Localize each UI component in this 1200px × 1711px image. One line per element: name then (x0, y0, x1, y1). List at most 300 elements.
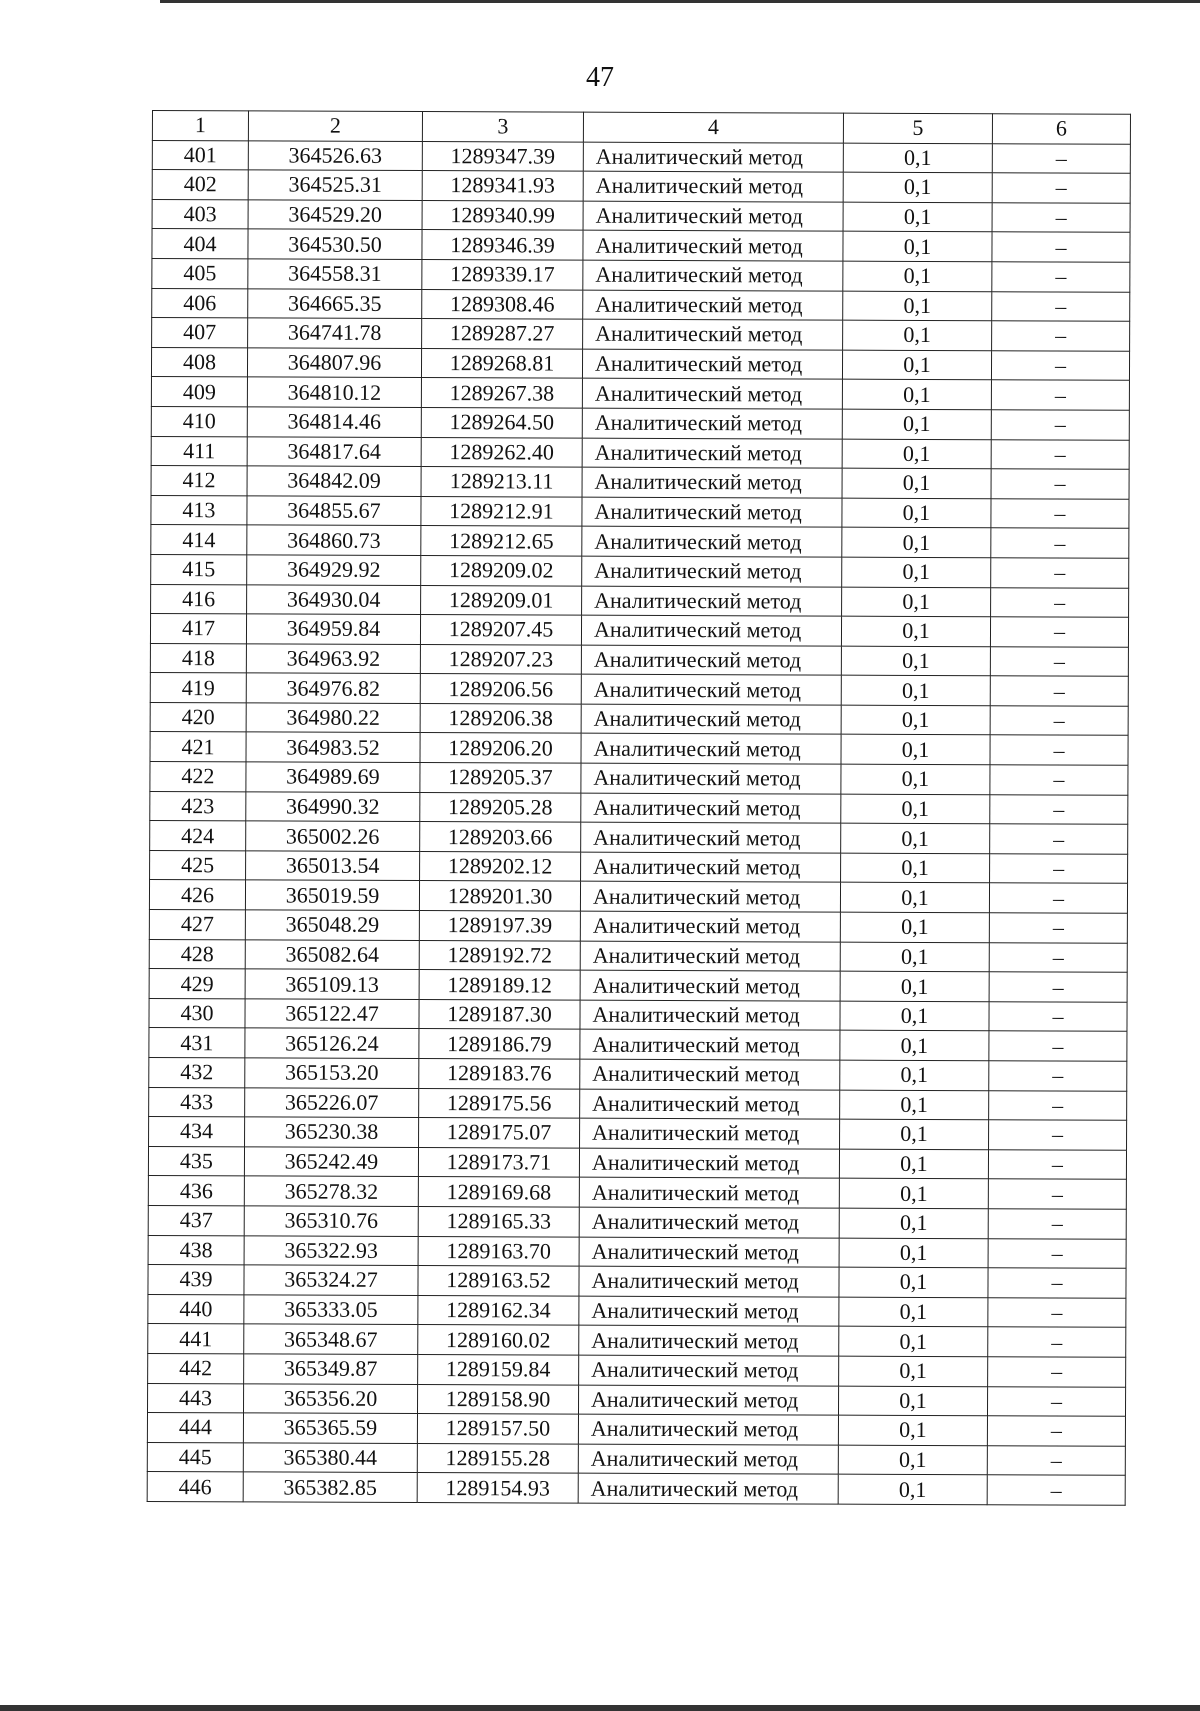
y-coordinate-cell: 1289262.40 (421, 437, 582, 467)
table-row (149, 1117, 1127, 1150)
table-row (152, 318, 1130, 351)
x-coordinate-cell: 365380.44 (243, 1443, 417, 1473)
note-cell: – (990, 735, 1128, 765)
note-cell: – (990, 706, 1128, 736)
x-coordinate-cell: 364530.50 (248, 229, 422, 259)
point-number-cell: 424 (150, 821, 246, 851)
table-row (147, 1442, 1125, 1475)
table-row (149, 1057, 1127, 1090)
note-cell: – (989, 1031, 1127, 1061)
table-row (151, 466, 1129, 499)
note-cell: – (987, 1386, 1125, 1416)
point-number-cell: 408 (151, 347, 247, 377)
table-row (152, 199, 1130, 232)
y-coordinate-cell: 1289203.66 (420, 822, 581, 852)
method-cell: Аналитический метод (582, 497, 842, 528)
y-coordinate-cell: 1289192.72 (419, 940, 580, 970)
table-body (147, 111, 1130, 1506)
table-row (149, 998, 1127, 1031)
point-number-cell: 435 (148, 1146, 244, 1176)
note-cell: – (991, 439, 1129, 469)
point-number-cell: 411 (151, 436, 247, 466)
accuracy-cell: 0,1 (840, 912, 989, 942)
point-number-cell: 431 (149, 1028, 245, 1058)
table-row (149, 910, 1127, 943)
x-coordinate-cell: 365365.59 (243, 1413, 417, 1443)
x-coordinate-cell: 365310.76 (244, 1206, 418, 1236)
point-number-cell: 438 (148, 1235, 244, 1265)
table-row (150, 673, 1128, 706)
x-coordinate-cell: 364526.63 (248, 140, 422, 170)
note-cell: – (991, 498, 1129, 528)
y-coordinate-cell: 1289165.33 (418, 1206, 579, 1236)
method-cell: Аналитический метод (579, 1355, 839, 1386)
note-cell: – (987, 1445, 1125, 1475)
x-coordinate-cell: 365333.05 (244, 1295, 418, 1325)
note-cell: – (992, 291, 1130, 321)
y-coordinate-cell: 1289189.12 (419, 970, 580, 1000)
y-coordinate-cell: 1289267.38 (421, 378, 582, 408)
point-number-cell: 421 (150, 732, 246, 762)
accuracy-cell: 0,1 (842, 439, 991, 469)
point-number-cell: 434 (149, 1117, 245, 1147)
x-coordinate-cell: 364860.73 (247, 525, 421, 555)
x-coordinate-cell: 364558.31 (248, 259, 422, 289)
table-row (148, 1294, 1126, 1327)
y-coordinate-cell: 1289209.02 (421, 555, 582, 585)
point-number-cell: 406 (152, 288, 248, 318)
table-row (147, 1383, 1125, 1416)
table-row (150, 643, 1128, 676)
point-number-cell: 445 (147, 1442, 243, 1472)
x-coordinate-cell: 364930.04 (247, 584, 421, 614)
accuracy-cell: 0,1 (841, 705, 990, 735)
table-row (150, 821, 1128, 854)
note-cell: – (991, 410, 1129, 440)
y-coordinate-cell: 1289157.50 (417, 1414, 578, 1444)
x-coordinate-cell: 365230.38 (245, 1117, 419, 1147)
point-number-cell: 403 (152, 199, 248, 229)
table-row (152, 229, 1130, 262)
table-row (151, 495, 1129, 528)
method-cell: Аналитический метод (581, 645, 841, 676)
note-cell: – (989, 913, 1127, 943)
accuracy-cell: 0,1 (841, 794, 990, 824)
method-cell: Аналитический метод (583, 231, 843, 262)
accuracy-cell: 0,1 (839, 1238, 988, 1268)
accuracy-cell: 0,1 (842, 350, 991, 380)
accuracy-cell: 0,1 (838, 1415, 987, 1445)
table-row (148, 1146, 1126, 1179)
point-number-cell: 409 (151, 377, 247, 407)
table-row (150, 850, 1128, 883)
y-coordinate-cell: 1289212.65 (421, 526, 582, 556)
x-coordinate-cell: 365019.59 (245, 880, 419, 910)
method-cell: Аналитический метод (582, 408, 842, 439)
x-coordinate-cell: 364842.09 (247, 466, 421, 496)
y-coordinate-cell: 1289212.91 (421, 496, 582, 526)
accuracy-cell: 0,1 (841, 646, 990, 676)
column-header: 4 (583, 112, 843, 143)
y-coordinate-cell: 1289206.56 (420, 674, 581, 704)
point-number-cell: 413 (151, 495, 247, 525)
note-cell: – (991, 528, 1129, 558)
x-coordinate-cell: 365048.29 (245, 910, 419, 940)
method-cell: Аналитический метод (581, 763, 841, 794)
method-cell: Аналитический метод (580, 941, 840, 972)
table-row (152, 288, 1130, 321)
y-coordinate-cell: 1289340.99 (422, 200, 583, 230)
coordinates-table (147, 110, 1131, 1506)
point-number-cell: 419 (150, 673, 246, 703)
note-cell: – (992, 143, 1130, 173)
accuracy-cell: 0,1 (841, 675, 990, 705)
accuracy-cell: 0,1 (843, 143, 992, 173)
accuracy-cell: 0,1 (839, 1179, 988, 1209)
y-coordinate-cell: 1289158.90 (417, 1384, 578, 1414)
note-cell: – (992, 321, 1130, 351)
y-coordinate-cell: 1289183.76 (419, 1059, 580, 1089)
point-number-cell: 441 (148, 1324, 244, 1354)
y-coordinate-cell: 1289206.38 (420, 703, 581, 733)
x-coordinate-cell: 365348.67 (244, 1324, 418, 1354)
accuracy-cell: 0,1 (840, 1119, 989, 1149)
column-header: 6 (992, 114, 1130, 144)
note-cell: – (990, 676, 1128, 706)
x-coordinate-cell: 364855.67 (247, 496, 421, 526)
x-coordinate-cell: 364525.31 (248, 170, 422, 200)
accuracy-cell: 0,1 (843, 261, 992, 291)
x-coordinate-cell: 364529.20 (248, 200, 422, 230)
point-number-cell: 446 (147, 1472, 243, 1502)
accuracy-cell: 0,1 (843, 320, 992, 350)
point-number-cell: 433 (149, 1087, 245, 1117)
table-row (150, 614, 1128, 647)
point-number-cell: 401 (152, 140, 248, 170)
point-number-cell: 423 (150, 791, 246, 821)
accuracy-cell: 0,1 (839, 1149, 988, 1179)
point-number-cell: 407 (152, 318, 248, 348)
point-number-cell: 436 (148, 1176, 244, 1206)
accuracy-cell: 0,1 (839, 1297, 988, 1327)
accuracy-cell: 0,1 (840, 942, 989, 972)
method-cell: Аналитический метод (581, 704, 841, 735)
method-cell: Аналитический метод (579, 1325, 839, 1356)
note-cell: – (989, 1002, 1127, 1032)
column-header: 3 (422, 112, 583, 142)
table-row (148, 1205, 1126, 1238)
table-row (152, 170, 1130, 203)
y-coordinate-cell: 1289341.93 (422, 171, 583, 201)
table-row (150, 762, 1128, 795)
table-row (151, 347, 1129, 380)
table-row (152, 258, 1130, 291)
note-cell: – (992, 262, 1130, 292)
point-number-cell: 444 (147, 1413, 243, 1443)
table-row (147, 1413, 1125, 1446)
point-number-cell: 432 (149, 1057, 245, 1087)
accuracy-cell: 0,1 (842, 379, 991, 409)
accuracy-cell: 0,1 (838, 1474, 987, 1504)
note-cell: – (987, 1475, 1125, 1505)
point-number-cell: 427 (149, 910, 245, 940)
method-cell: Аналитический метод (578, 1385, 838, 1416)
method-cell: Аналитический метод (583, 290, 843, 321)
point-number-cell: 417 (150, 614, 246, 644)
method-cell: Аналитический метод (583, 142, 843, 173)
method-cell: Аналитический метод (579, 1148, 839, 1179)
method-cell: Аналитический метод (582, 586, 842, 617)
column-header: 1 (152, 111, 248, 141)
x-coordinate-cell: 364741.78 (248, 318, 422, 348)
method-cell: Аналитический метод (582, 438, 842, 469)
x-coordinate-cell: 364959.84 (246, 614, 420, 644)
table-row (149, 1087, 1127, 1120)
point-number-cell: 429 (149, 969, 245, 999)
method-cell: Аналитический метод (582, 349, 842, 380)
accuracy-cell: 0,1 (842, 557, 991, 587)
page-number: 47 (586, 62, 614, 93)
y-coordinate-cell: 1289175.07 (419, 1118, 580, 1148)
accuracy-cell: 0,1 (839, 1326, 988, 1356)
x-coordinate-cell: 364929.92 (247, 555, 421, 585)
method-cell: Аналитический метод (582, 467, 842, 498)
y-coordinate-cell: 1289162.34 (418, 1295, 579, 1325)
accuracy-cell: 0,1 (840, 883, 989, 913)
point-number-cell: 416 (151, 584, 247, 614)
note-cell: – (991, 558, 1129, 588)
point-number-cell: 412 (151, 466, 247, 496)
y-coordinate-cell: 1289205.28 (420, 792, 581, 822)
y-coordinate-cell: 1289339.17 (422, 260, 583, 290)
point-number-cell: 428 (149, 939, 245, 969)
method-cell: Аналитический метод (583, 171, 843, 202)
note-cell: – (988, 1150, 1126, 1180)
point-number-cell: 414 (151, 525, 247, 555)
accuracy-cell: 0,1 (842, 409, 991, 439)
accuracy-cell: 0,1 (839, 1208, 988, 1238)
y-coordinate-cell: 1289213.11 (421, 467, 582, 497)
method-cell: Аналитический метод (578, 1473, 838, 1504)
point-number-cell: 405 (152, 258, 248, 288)
table-row (151, 377, 1129, 410)
method-cell: Аналитический метод (582, 378, 842, 409)
point-number-cell: 437 (148, 1205, 244, 1235)
scan-top-border (160, 0, 1200, 3)
x-coordinate-cell: 365122.47 (245, 999, 419, 1029)
point-number-cell: 415 (151, 554, 247, 584)
note-cell: – (989, 883, 1127, 913)
note-cell: – (988, 1327, 1126, 1357)
point-number-cell: 420 (150, 702, 246, 732)
method-cell: Аналитический метод (580, 1030, 840, 1061)
y-coordinate-cell: 1289287.27 (422, 319, 583, 349)
method-cell: Аналитический метод (580, 882, 840, 913)
table-row (151, 525, 1129, 558)
method-cell: Аналитический метод (581, 793, 841, 824)
note-cell: – (989, 942, 1127, 972)
x-coordinate-cell: 364989.69 (246, 762, 420, 792)
x-coordinate-cell: 365002.26 (246, 821, 420, 851)
y-coordinate-cell: 1289206.20 (420, 733, 581, 763)
x-coordinate-cell: 365242.49 (244, 1147, 418, 1177)
method-cell: Аналитический метод (580, 970, 840, 1001)
accuracy-cell: 0,1 (841, 616, 990, 646)
method-cell: Аналитический метод (579, 1266, 839, 1297)
point-number-cell: 439 (148, 1265, 244, 1295)
accuracy-cell: 0,1 (840, 971, 989, 1001)
method-cell: Аналитический метод (582, 556, 842, 587)
y-coordinate-cell: 1289207.45 (420, 615, 581, 645)
method-cell: Аналитический метод (579, 1178, 839, 1209)
column-header: 5 (843, 113, 992, 143)
point-number-cell: 442 (148, 1353, 244, 1383)
accuracy-cell: 0,1 (842, 527, 991, 557)
accuracy-cell: 0,1 (842, 587, 991, 617)
table-row (151, 554, 1129, 587)
method-cell: Аналитический метод (581, 674, 841, 705)
x-coordinate-cell: 364665.35 (248, 288, 422, 318)
scan-bottom-border (0, 1705, 1200, 1711)
y-coordinate-cell: 1289169.68 (418, 1177, 579, 1207)
note-cell: – (992, 203, 1130, 233)
note-cell: – (988, 1238, 1126, 1268)
y-coordinate-cell: 1289154.93 (417, 1473, 578, 1503)
note-cell: – (991, 587, 1129, 617)
y-coordinate-cell: 1289175.56 (419, 1088, 580, 1118)
table-row (151, 406, 1129, 439)
x-coordinate-cell: 364963.92 (246, 644, 420, 674)
table-header-row (152, 111, 1130, 144)
table-row (148, 1176, 1126, 1209)
y-coordinate-cell: 1289163.52 (418, 1266, 579, 1296)
table-row (151, 584, 1129, 617)
table-row (149, 939, 1127, 972)
note-cell: – (990, 854, 1128, 884)
note-cell: – (988, 1357, 1126, 1387)
point-number-cell: 430 (149, 998, 245, 1028)
x-coordinate-cell: 364983.52 (246, 732, 420, 762)
accuracy-cell: 0,1 (838, 1445, 987, 1475)
point-number-cell: 440 (148, 1294, 244, 1324)
y-coordinate-cell: 1289155.28 (417, 1443, 578, 1473)
note-cell: – (990, 646, 1128, 676)
accuracy-cell: 0,1 (838, 1386, 987, 1416)
accuracy-cell: 0,1 (843, 172, 992, 202)
column-header: 2 (248, 111, 422, 141)
note-cell: – (991, 469, 1129, 499)
x-coordinate-cell: 365109.13 (245, 969, 419, 999)
accuracy-cell: 0,1 (839, 1267, 988, 1297)
y-coordinate-cell: 1289268.81 (421, 348, 582, 378)
accuracy-cell: 0,1 (841, 735, 990, 765)
method-cell: Аналитический метод (580, 1118, 840, 1149)
accuracy-cell: 0,1 (840, 1001, 989, 1031)
x-coordinate-cell: 364810.12 (247, 377, 421, 407)
note-cell: – (988, 1268, 1126, 1298)
point-number-cell: 402 (152, 170, 248, 200)
x-coordinate-cell: 364990.32 (246, 792, 420, 822)
method-cell: Аналитический метод (581, 734, 841, 765)
table-row (148, 1353, 1126, 1386)
table-row (151, 436, 1129, 469)
table-row (150, 702, 1128, 735)
y-coordinate-cell: 1289201.30 (419, 881, 580, 911)
method-cell: Аналитический метод (580, 911, 840, 942)
method-cell: Аналитический метод (583, 260, 843, 291)
note-cell: – (990, 794, 1128, 824)
x-coordinate-cell: 365278.32 (244, 1176, 418, 1206)
table-row (150, 732, 1128, 765)
accuracy-cell: 0,1 (841, 823, 990, 853)
note-cell: – (991, 380, 1129, 410)
x-coordinate-cell: 365322.93 (244, 1235, 418, 1265)
method-cell: Аналитический метод (583, 201, 843, 232)
accuracy-cell: 0,1 (842, 498, 991, 528)
x-coordinate-cell: 365349.87 (244, 1354, 418, 1384)
method-cell: Аналитический метод (581, 852, 841, 883)
y-coordinate-cell: 1289159.84 (418, 1354, 579, 1384)
accuracy-cell: 0,1 (841, 853, 990, 883)
method-cell: Аналитический метод (581, 822, 841, 853)
y-coordinate-cell: 1289173.71 (418, 1147, 579, 1177)
method-cell: Аналитический метод (579, 1296, 839, 1327)
x-coordinate-cell: 365082.64 (245, 939, 419, 969)
point-number-cell: 443 (147, 1383, 243, 1413)
y-coordinate-cell: 1289347.39 (422, 141, 583, 171)
table-row (148, 1324, 1126, 1357)
note-cell: – (988, 1297, 1126, 1327)
x-coordinate-cell: 365153.20 (245, 1058, 419, 1088)
y-coordinate-cell: 1289308.46 (422, 289, 583, 319)
x-coordinate-cell: 365382.85 (243, 1472, 417, 1502)
note-cell: – (988, 1179, 1126, 1209)
point-number-cell: 422 (150, 762, 246, 792)
note-cell: – (989, 1090, 1127, 1120)
accuracy-cell: 0,1 (840, 1060, 989, 1090)
table-row (152, 140, 1130, 173)
y-coordinate-cell: 1289209.01 (421, 585, 582, 615)
method-cell: Аналитический метод (581, 615, 841, 646)
accuracy-cell: 0,1 (843, 232, 992, 262)
note-cell: – (988, 1209, 1126, 1239)
accuracy-cell: 0,1 (840, 1031, 989, 1061)
method-cell: Аналитический метод (579, 1207, 839, 1238)
table-row (149, 969, 1127, 1002)
x-coordinate-cell: 365356.20 (243, 1383, 417, 1413)
y-coordinate-cell: 1289187.30 (419, 999, 580, 1029)
y-coordinate-cell: 1289202.12 (420, 851, 581, 881)
table-row (149, 880, 1127, 913)
point-number-cell: 410 (151, 406, 247, 436)
point-number-cell: 418 (150, 643, 246, 673)
note-cell: – (989, 972, 1127, 1002)
y-coordinate-cell: 1289207.23 (420, 644, 581, 674)
table-row (150, 791, 1128, 824)
method-cell: Аналитический метод (580, 1089, 840, 1120)
table-row (147, 1472, 1125, 1505)
accuracy-cell: 0,1 (842, 468, 991, 498)
method-cell: Аналитический метод (582, 526, 842, 557)
accuracy-cell: 0,1 (841, 764, 990, 794)
method-cell: Аналитический метод (579, 1237, 839, 1268)
x-coordinate-cell: 364807.96 (247, 348, 421, 378)
accuracy-cell: 0,1 (843, 291, 992, 321)
x-coordinate-cell: 365324.27 (244, 1265, 418, 1295)
x-coordinate-cell: 365013.54 (246, 851, 420, 881)
note-cell: – (989, 1061, 1127, 1091)
y-coordinate-cell: 1289205.37 (420, 763, 581, 793)
